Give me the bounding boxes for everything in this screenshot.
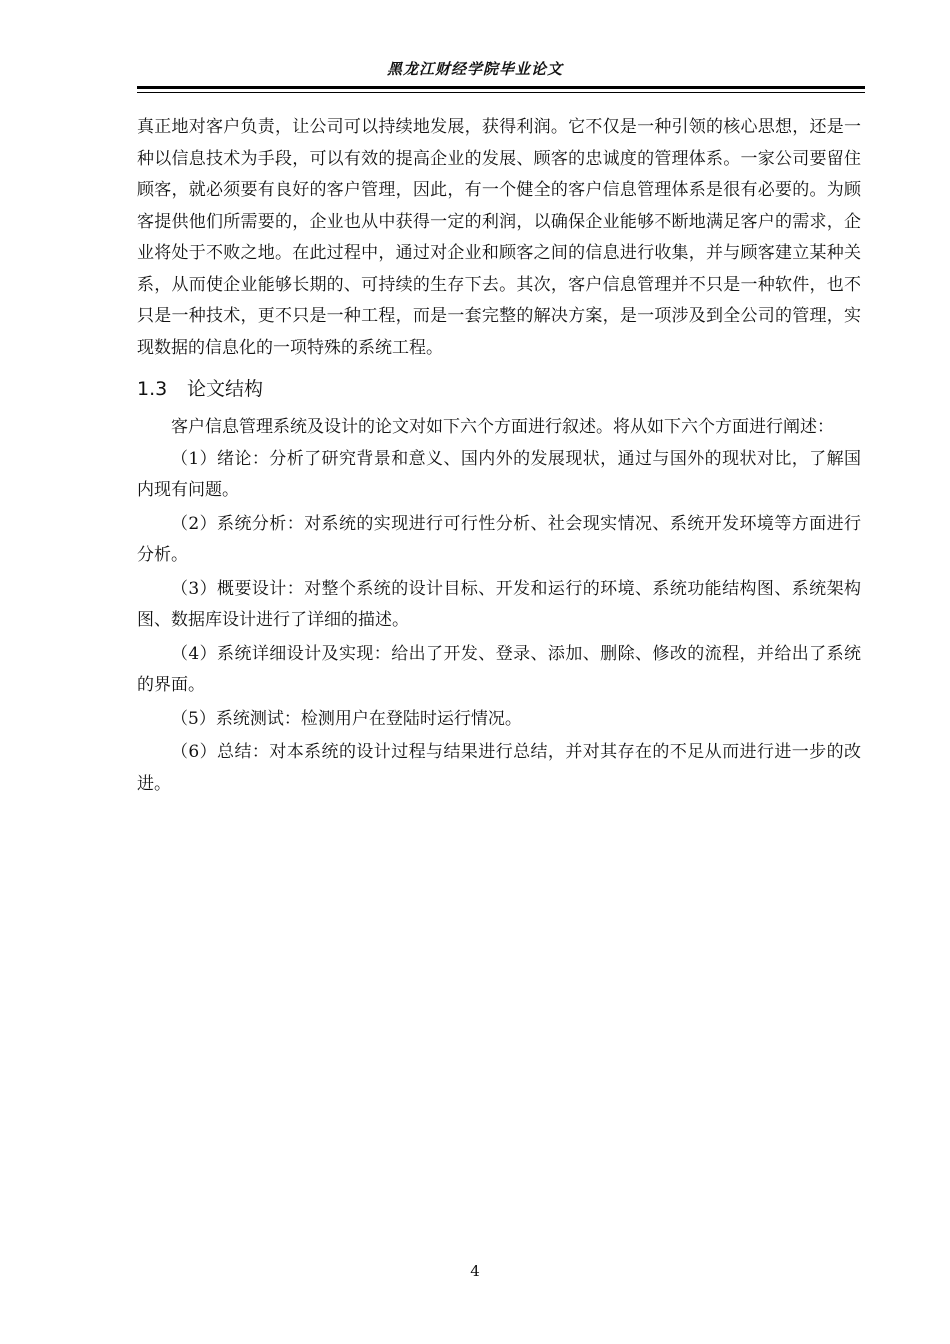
list-item: （6）总结：对本系统的设计过程与结果进行总结，并对其存在的不足从而进行进一步的改进。 — [137, 742, 861, 794]
list-item: （2）系统分析：对系统的实现进行可行性分析、社会现实情况、系统开发环境等方面进行分析。 — [137, 513, 861, 565]
header-rule-thick — [137, 86, 865, 89]
page-number: 4 — [470, 1262, 480, 1280]
page-header-title: 黑龙江财经学院毕业论文 — [386, 60, 563, 78]
continued-paragraph: 真正地对客户负责，让公司可以持续地发展，获得利润。它不仅是一种引领的核心思想，还是一种以信息技术为手段，可以有效的提高企业的发展、顾客的忠诚度的管理体系。一家公司要留住顾客，就必须要有良好的客户管理，因此，有一个健全的客户信息管理体系是很有必要的。为顾客提供他们所需要的，企业也从中获得一定的利润，以确保企业能够不断地满足客户的需求，企业将处于不败之地。在此过程中，通过对企业和顾客之间的信息进行收集，并与顾客建立某种关系，从而使企业能够长期的、可持续的生存下去。其次，客户信息管理并不只是一种软件，也不只是一种技术，更不只是一种工程，而是一套完整的解决方案，是一项涉及到全公司的管理，实现数据的信息化的一项特殊的系统工程。 — [137, 117, 861, 358]
section-title: 论文结构 — [187, 378, 264, 400]
header-rule-thin — [137, 92, 865, 93]
document-body — [137, 112, 861, 800]
list-item: （4）系统详细设计及实现：给出了开发、登录、添加、删除、修改的流程，并给出了系统的界面。 — [137, 643, 861, 695]
section-number: 1.3 — [137, 378, 168, 400]
list-item: （5）系统测试：检测用户在登陆时运行情况。 — [171, 708, 522, 729]
list-item: （3）概要设计：对整个系统的设计目标、开发和运行的环境、系统功能结构图、系统架构图、数据库设计进行了详细的描述。 — [137, 578, 861, 630]
section-heading — [137, 374, 861, 404]
list-item: （1）绪论：分析了研究背景和意义、国内外的发展现状，通过与国外的现状对比，了解国内现有问题。 — [137, 448, 861, 500]
intro-paragraph: 客户信息管理系统及设计的论文对如下六个方面进行叙述。将从如下六个方面进行阐述： — [171, 417, 834, 437]
